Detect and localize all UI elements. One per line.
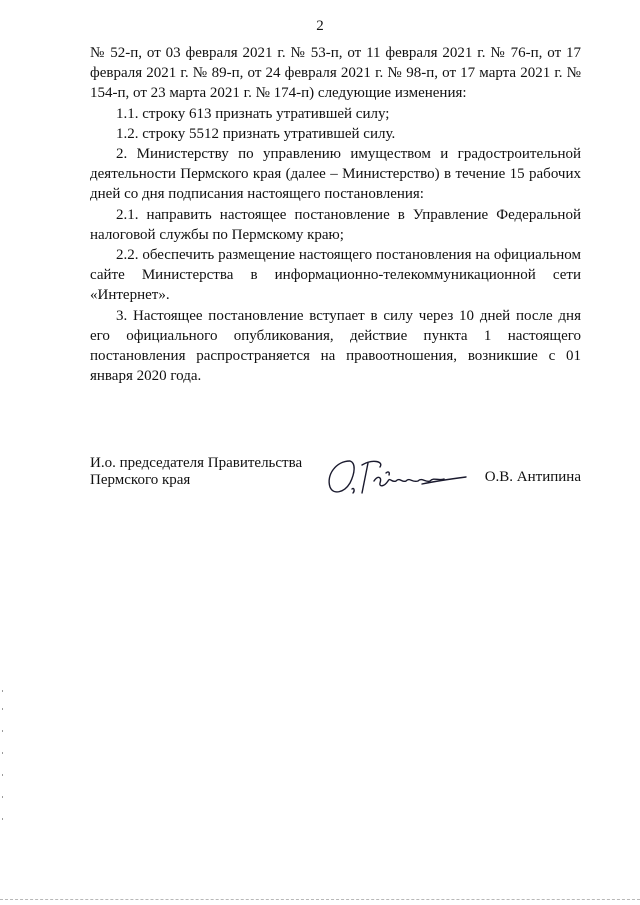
scan-bottom-edge [0, 899, 640, 901]
paragraph-item-2-2: 2.2. обеспечить размещение настоящего постановления на официальном сайте Министерства в информационно-телекоммуникационной сети «Интернет». [90, 247, 581, 304]
handwritten-signature [322, 451, 482, 499]
paragraph-item-2: 2. Министерству по управлению имуществом и градостроительной деятельности Пермского края (далее – Министерство) в течение 15 рабочих дней со дня подписания настоящего постановления: [90, 146, 581, 203]
signatory-position-line-2: Пермского края [90, 472, 191, 488]
page-number: 2 [316, 18, 324, 34]
paragraph-item-1-1: 1.1. строку 613 признать утратившей силу; [116, 105, 390, 122]
paragraph-item-3: 3. Настоящее постановление вступает в силу через 10 дней после дня его официального опубликования, действие пункта 1 настоящего постановления распространяется на правоотношения, возникшие с 01 января 2020 года. [90, 307, 581, 385]
paragraph-amendment-list: № 52-п, от 03 февраля 2021 г. № 53-п, от 11 февраля 2021 г. № 76-п, от 17 февраля 2021 г. № 89-п, от 24 февраля 2021 г. № 98-п, от 17 марта 2021 г. № 154-п, от 23 марта 2021 г. № 174-п) следующие изменения: [90, 45, 581, 102]
signatory-position [90, 455, 302, 489]
document-body [90, 43, 581, 386]
paragraph-item-2-1: 2.1. направить настоящее постановление в Управление Федеральной налоговой службы по Пермскому краю; [90, 206, 581, 243]
paragraph-item-1-2: 1.2. строку 5512 признать утратившей силу. [116, 125, 396, 142]
signature-block [90, 455, 581, 505]
signatory-position-line-1: И.о. председателя Правительства [90, 455, 303, 471]
signatory-name: О.В. Антипина [484, 469, 581, 485]
scan-edge-marks [2, 690, 4, 830]
